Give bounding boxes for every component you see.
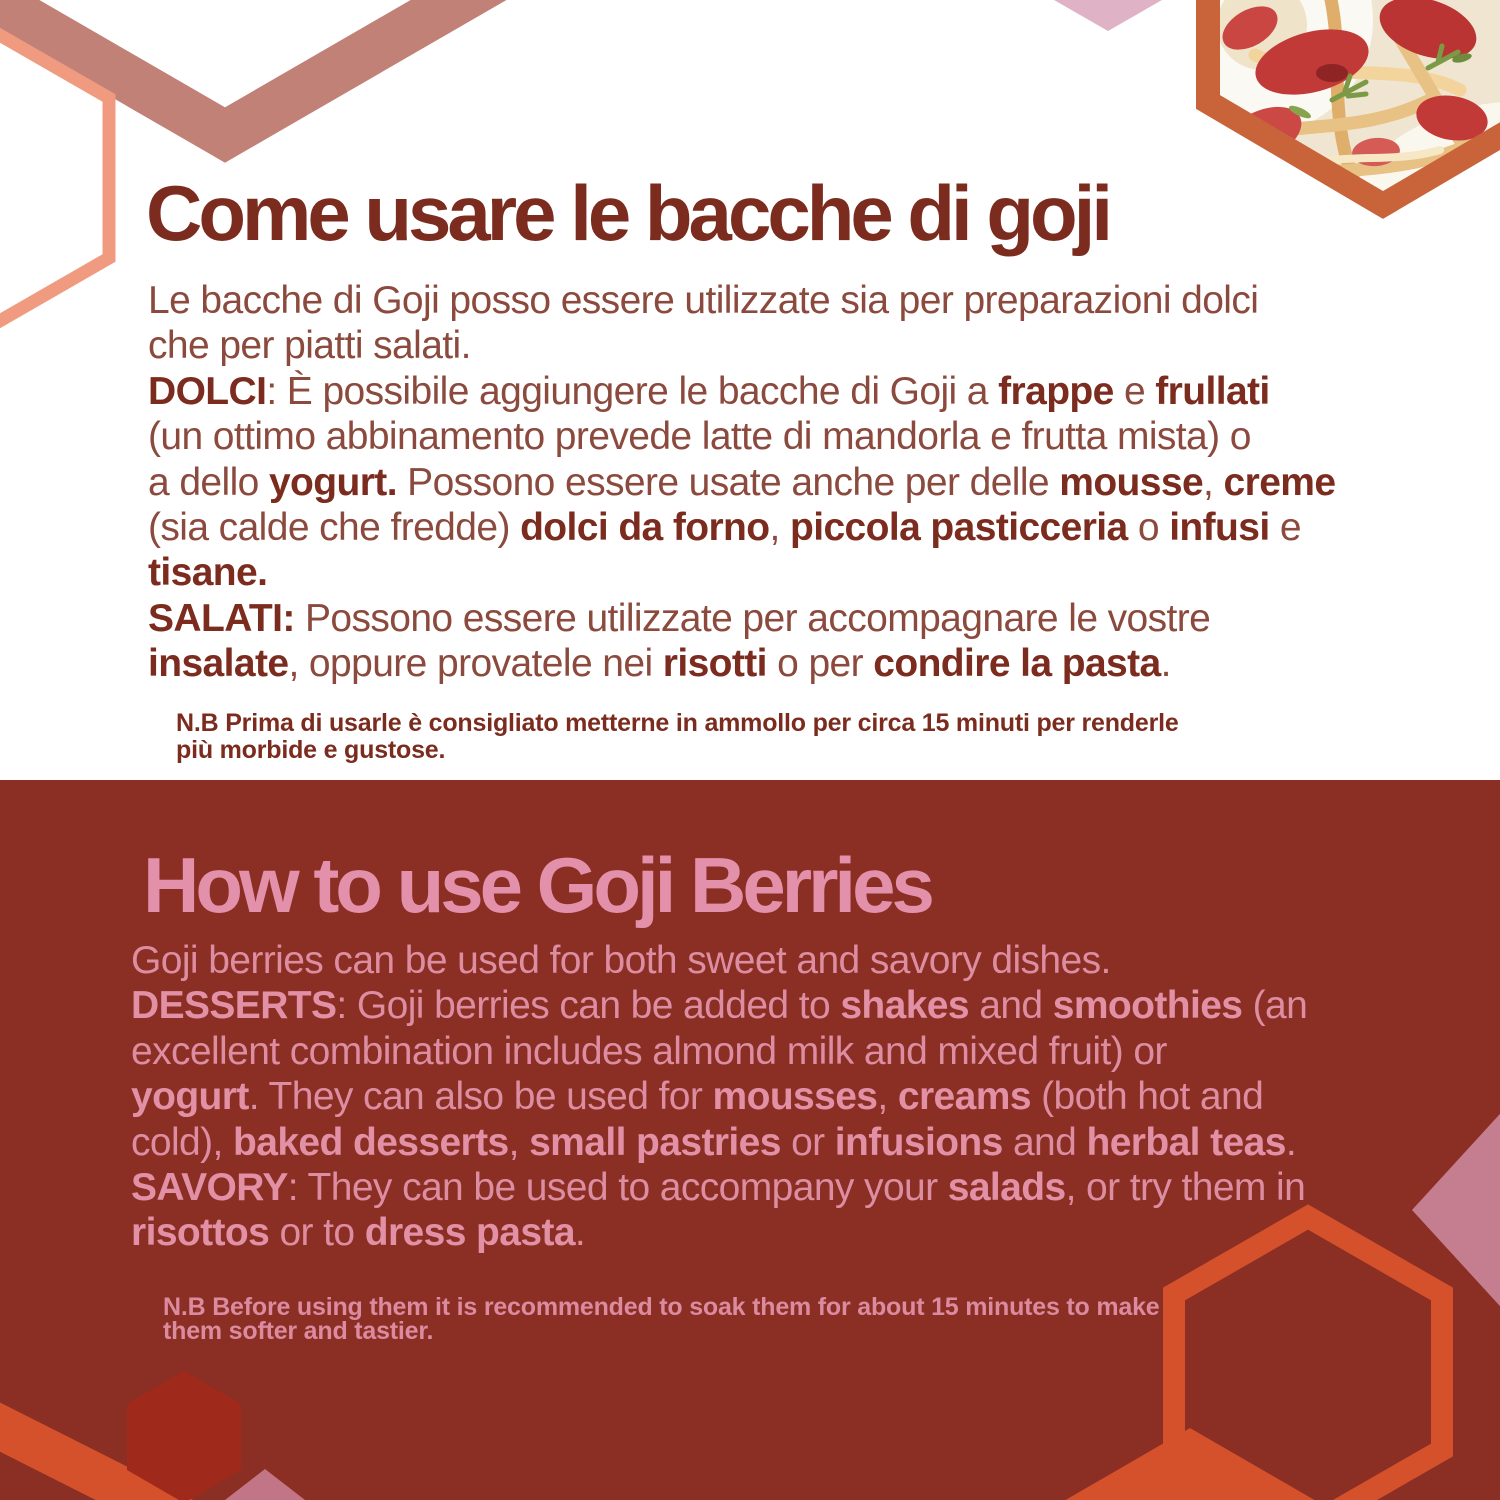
english-paragraph: Goji berries can be used for both sweet and savory dishes. DESSERTS: Goji berries can be added to shakes and smoothies (an excellent combination includes almond milk and mixed fruit) or yogurt. They can also be used for mousses, creams (both hot and cold), baked desserts, small pastries or infusions and herbal teas. SAVORY: They can be used to accompany your salads, or try them in risottos or to dress pasta. — [131, 939, 1308, 1255]
english-title: How to use Goji Berries — [143, 841, 931, 929]
pasta-hexagon-border — [1208, 0, 1500, 205]
pasta-photo — [1143, 0, 1500, 300]
english-note: N.B Before using them it is recommended to soak them for about 15 minutes to make them softer and tastier. — [163, 1293, 1160, 1345]
pink-hexagon-tip — [1054, 0, 1162, 31]
salmon-hexagon-outline — [0, 18, 109, 338]
dusty-rose-hexagon-outline — [0, 0, 571, 135]
italian-paragraph: Le bacche di Goji posso essere utilizzate sia per preparazioni dolci che per piatti salati. DOLCI: È possibile aggiungere le bacche di Goji a frappe e frullati (un ottimo abbinamento prevede latte di mandorla e frutta mista) o a dello yogurt. Possono essere usate anche per delle mousse, creme (sia calde che fredde) dolci da forno, piccola pasticceria o infusi e tisane. SALATI: Possono essere utilizzate per accompagnare le vostre insalate, oppure provatele nei risotti o per condire la pasta. — [148, 279, 1336, 686]
italian-title: Come usare le bacche di goji — [146, 169, 1110, 257]
italian-note: N.B Prima di usarle è consigliato metterne in ammollo per circa 15 minuti per renderle più morbide e gustose. — [176, 709, 1179, 764]
